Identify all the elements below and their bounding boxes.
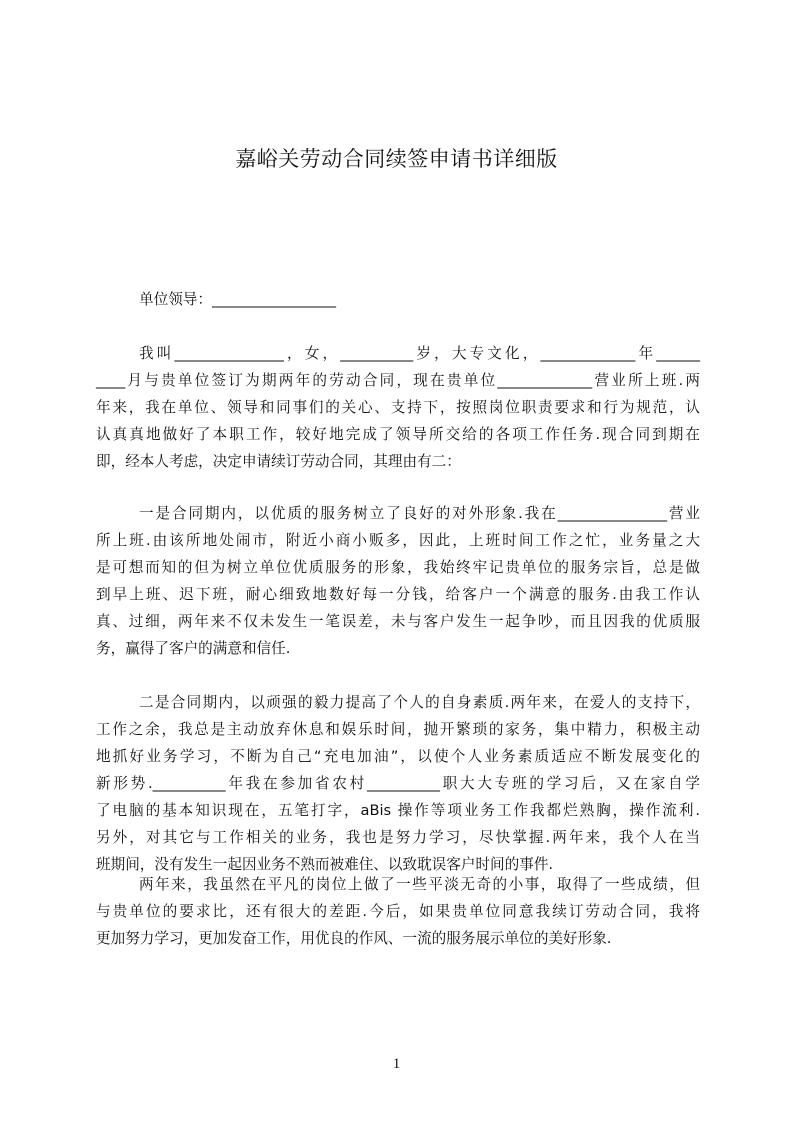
paragraph-1-line: 即，经本人考虑，决定申请续订劳动合同，其理由有二： [96,453,461,470]
paragraph-3-line: 了电脑的基本知识现在，五笔打字，aBis 操作等项业务工作我都烂熟胸，操作流利. [96,802,700,819]
paragraph-4-line: 更加努力学习，更加发奋工作，用优良的作风、一流的服务展示单位的美好形象. [96,930,612,947]
paragraph-1-line: 我叫_______________，女，__________岁，大专文化，_____________年______ [139,345,700,362]
paragraph-1-line: 年来，我在单位、领导和同事们的关心、支持下，按照岗位职责要求和行为规范，认 [96,399,700,416]
paragraph-3-line: 工作之余，我总是主动放弃休息和娱乐时间，抛开繁琐的家务，集中精力，积极主动 [96,721,700,738]
paragraph-2-line: 是可想而知的但为树立单位优质服务的形象，我始终牢记贵单位的服务宗旨，总是做 [96,559,700,576]
paragraph-3-line: 另外，对其它与工作相关的业务，我也是努力学习，尽快掌握.两年来，我个人在当 [96,829,700,846]
document-title: 嘉峪关劳动合同续签申请书详细版 [235,147,558,171]
paragraph-3-line: 地抓好业务学习，不断为自己“充电加油”，以使个人业务素质适应不断发展变化的 [96,748,700,765]
paragraph-3-line: 二是合同期内，以顽强的毅力提高了个人的自身素质.两年来，在爱人的支持下， [139,694,700,711]
paragraph-3-line: 班期间，没有发生一起因业务不熟而被难住、以致耽误客户时间的事件. [96,856,554,873]
paragraph-1-line: ____月与贵单位签订为期两年的劳动合同，现在贵单位_____________营业所上班.两 [96,372,700,389]
paragraph-2-line: 一是合同期内，以优质的服务树立了良好的对外形象.我在_______________营业 [139,505,700,522]
paragraph-4-line: 两年来，我虽然在平凡的岗位上做了一些平淡无奇的小事，取得了一些成绩，但 [139,876,700,893]
paragraph-2-line: 务，赢得了客户的满意和信任. [96,640,291,657]
page-number: 1 [392,1056,401,1072]
paragraph-2-line: 真、过细，两年来不仅未发生一笔误差，未与客户发生一起争吵，而且因我的优质服 [96,613,700,630]
paragraph-1-line: 认真真地做好了本职工作，较好地完成了领导所交给的各项工作任务.现合同到期在 [96,426,700,443]
paragraph-3-line: 新形势.__________年我在参加省农村__________职大大专班的学习后，又在家自学 [96,775,700,792]
salutation: 单位领导：_________________ [139,291,337,308]
paragraph-2-line: 到早上班、迟下班，耐心细致地数好每一分钱，给客户一个满意的服务.由我工作认 [96,586,700,603]
paragraph-4-line: 与贵单位的要求比，还有很大的差距.今后，如果贵单位同意我续订劳动合同，我将 [96,903,700,920]
paragraph-2-line: 所上班.由该所地处闹市，附近小商小贩多，因此，上班时间工作之忙，业务量之大 [96,532,700,549]
